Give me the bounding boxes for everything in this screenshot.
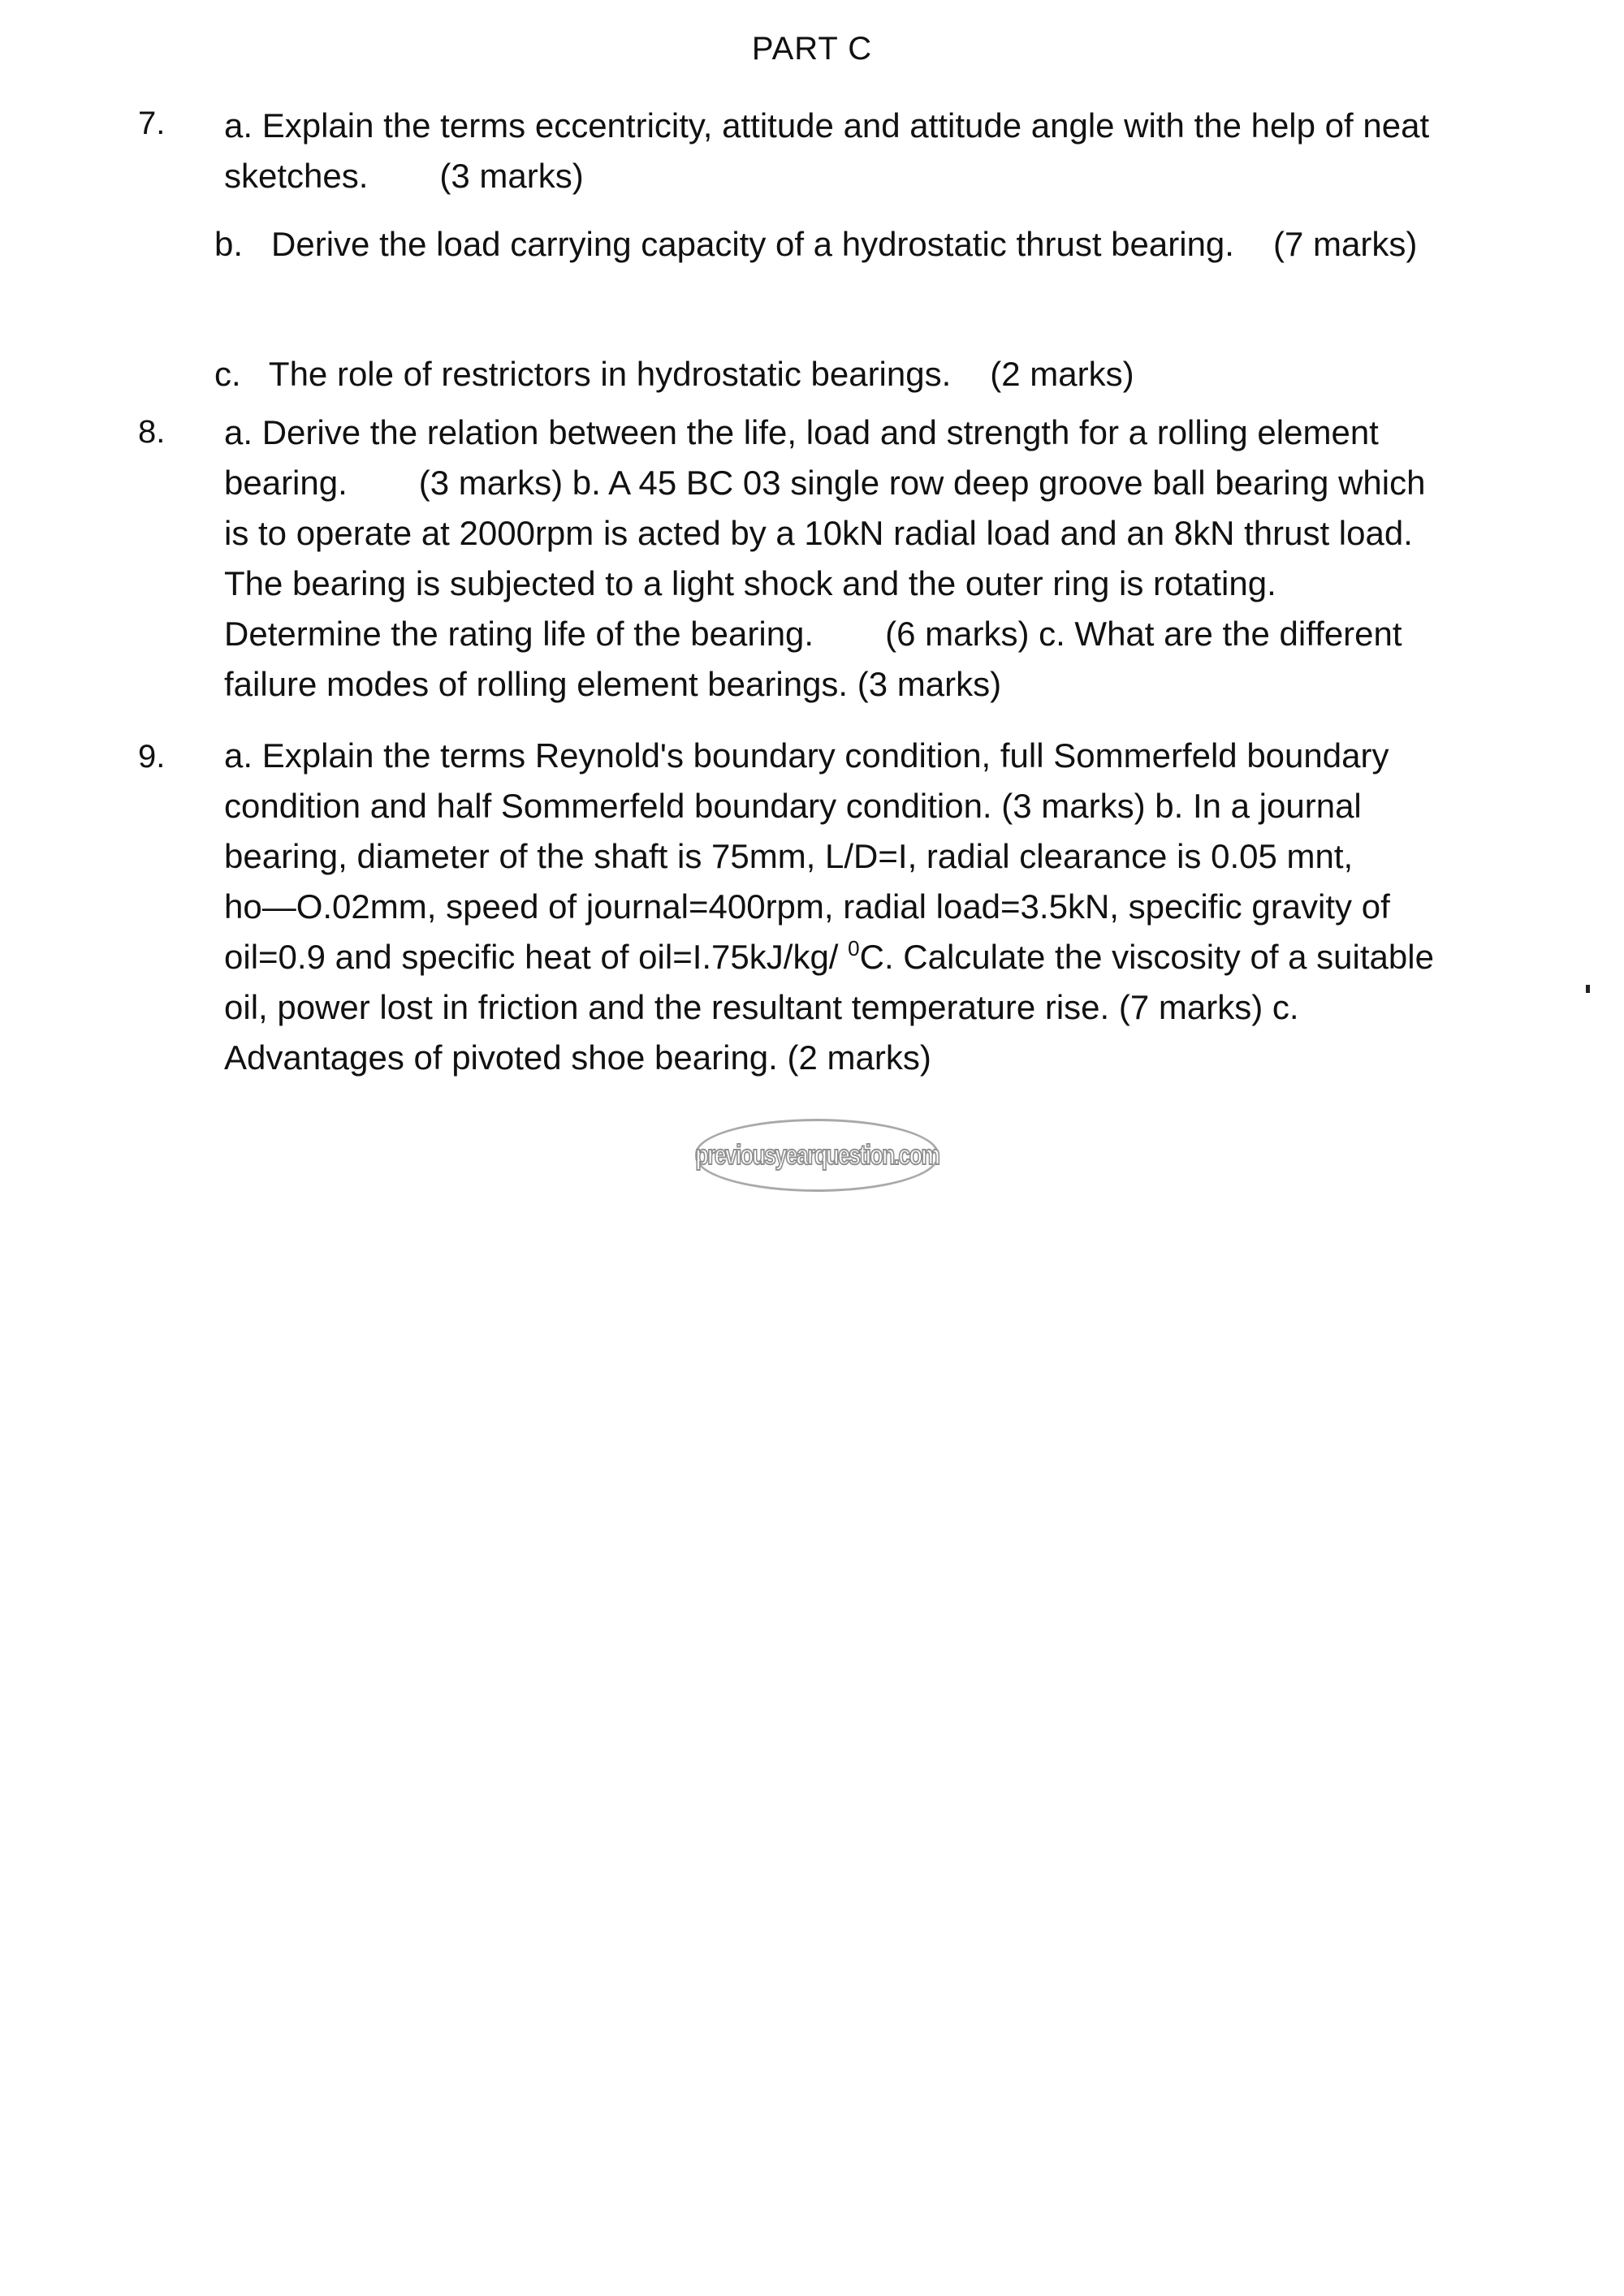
question-7c — [214, 349, 1134, 399]
question-8-line-3: is to operate at 2000rpm is acted by a 10kN radial load and an 8kN thrust load. — [224, 514, 1413, 552]
question-7b-line-1: b. Derive the load carrying capacity of a hydrostatic thrust bearing. (7 marks) — [214, 225, 1418, 263]
question-9-line-2: condition and half Sommerfeld boundary condition. (3 marks) b. In a journal — [224, 787, 1362, 825]
page-title: PART C — [751, 31, 873, 67]
question-9-body — [224, 731, 1434, 1083]
question-9-line-1: a. Explain the terms Reynold's boundary condition, full Sommerfeld boundary — [224, 736, 1389, 775]
question-8-line-6: failure modes of rolling element bearings. (3 marks) — [224, 665, 1002, 703]
question-7b — [214, 219, 1417, 270]
question-8-line-5: Determine the rating life of the bearing. (6 marks) c. What are the different — [224, 615, 1402, 653]
question-9-line-7: Advantages of pivoted shoe bearing. (2 marks) — [224, 1038, 931, 1077]
question-7-number: 7. — [138, 106, 166, 141]
question-9-line-4: ho—O.02mm, speed of journal=400rpm, radial load=3.5kN, specific gravity of — [224, 887, 1390, 926]
watermark-text: previousyearquestion.com — [694, 1139, 939, 1171]
question-7a — [224, 101, 1429, 201]
question-8-body — [224, 408, 1425, 710]
marks-label: (7 marks) — [1272, 225, 1418, 263]
stray-mark — [1586, 985, 1590, 993]
question-8-line-4: The bearing is subjected to a light shock and the outer ring is rotating. — [224, 564, 1276, 602]
watermark-logo — [695, 1119, 939, 1192]
question-9-number: 9. — [138, 739, 166, 775]
marks-label: (3 marks) — [439, 157, 584, 195]
question-9-line-5: oil=0.9 and specific heat of oil=I.75kJ/kg/ $^0$C. Calculate the viscosity of a suitable — [224, 936, 1434, 976]
question-9-line-3: bearing, diameter of the shaft is 75mm, L/D=I, radial clearance is 0.05 mnt, — [224, 837, 1354, 875]
question-7a-line-1: a. Explain the terms eccentricity, attitude and attitude angle with the help of neat — [224, 106, 1430, 145]
question-7c-line-1: c. The role of restrictors in hydrostatic bearings. (2 marks) — [214, 355, 1134, 393]
question-8-number: 8. — [138, 414, 166, 450]
marks-label: (2 marks) — [990, 355, 1134, 393]
question-9-line-6: oil, power lost in friction and the resultant temperature rise. (7 marks) c. — [224, 988, 1299, 1026]
question-7a-line-2: sketches. (3 marks) — [224, 157, 584, 195]
degree-superscript: 0 — [848, 936, 860, 960]
question-8-line-1: a. Derive the relation between the life, load and strength for a rolling element — [224, 413, 1379, 451]
question-8-line-2: bearing. (3 marks) b. A 45 BC 03 single row deep groove ball bearing which — [224, 464, 1426, 502]
